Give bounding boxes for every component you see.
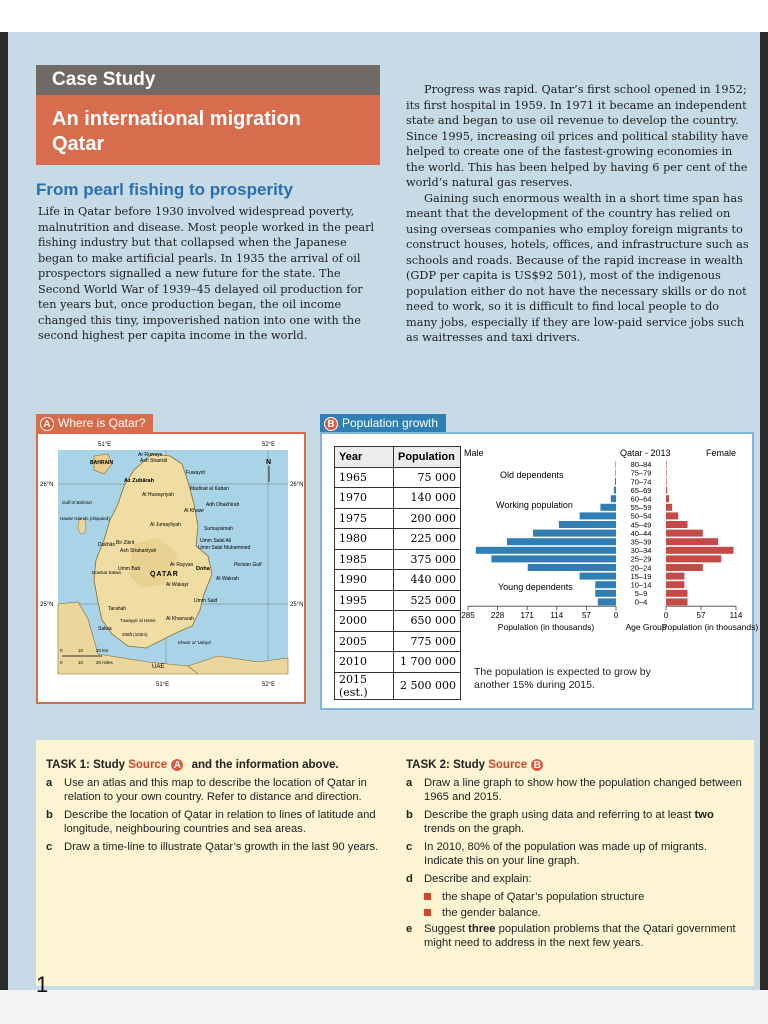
task-1-source-badge: A	[170, 758, 184, 772]
female-bar	[666, 530, 703, 537]
table-cell-population: 525 000	[394, 590, 461, 611]
male-bar	[598, 598, 616, 605]
female-tick-label: 114	[729, 611, 743, 621]
place-hawar: Hawar Islands (disputed)	[60, 516, 110, 521]
task-2-item-e: e Suggest three population problems that the Qatari government might need to address in the next few years.	[406, 923, 736, 949]
place-ar-ruways: Ar Ruways	[138, 452, 163, 458]
female-bar	[666, 547, 734, 554]
male-tick-label: 114	[550, 611, 564, 621]
north-arrow: N	[266, 459, 272, 466]
table-cell-population: 440 000	[394, 570, 461, 591]
svg-text:20 km: 20 km	[96, 648, 109, 653]
task-2-item-d: d Describe and explain:	[406, 873, 532, 885]
place-fuwayrit: Fuwayrit	[186, 470, 205, 476]
bottom-margin	[0, 990, 768, 1024]
tasks-panel	[36, 740, 754, 986]
group-young-dependents: Young dependents	[498, 582, 573, 592]
male-bar	[476, 547, 616, 554]
page-number: 1	[36, 972, 49, 997]
task-2-bullet-2: the gender balance.	[406, 906, 746, 920]
table-row	[335, 652, 461, 673]
age-group-label: 25–29	[630, 554, 652, 564]
table-cell-year: 1980	[335, 529, 394, 550]
place-al-kharrarah: Al Kharrarah	[166, 616, 195, 622]
female-bar	[666, 504, 672, 511]
female-bar	[666, 598, 687, 605]
qatar-map	[36, 432, 306, 704]
lon-51: 51°E	[98, 442, 112, 448]
female-bar	[666, 469, 667, 476]
map-svg	[38, 434, 304, 702]
female-bar	[666, 521, 687, 528]
table-cell-year: 1990	[335, 570, 394, 591]
place-dukhan: Dukhān	[98, 542, 116, 548]
pyramid-male-label: Male	[464, 448, 484, 458]
male-bar	[559, 521, 616, 528]
task-1-item-c: c Draw a time-line to illustrate Qatar’s growth in the last 90 years.	[46, 841, 379, 853]
place-ash-shahaniyah: Ash Shahaniyah	[120, 548, 157, 554]
table-cell-year: 2005	[335, 631, 394, 652]
table-cell-population: 140 000	[394, 488, 461, 509]
table-row	[335, 508, 461, 529]
svg-text:0: 0	[60, 648, 63, 653]
task-2-heading: TASK 2: Study Source B	[406, 758, 746, 772]
lon-52-bottom: 52°E	[262, 682, 276, 688]
place-al-khawr: Al Khawr	[184, 508, 205, 514]
pyramid-title: Qatar - 2013	[620, 448, 671, 458]
place-madinat-kaban: Madinat al Kaban	[190, 486, 229, 492]
place-umm-salal-ali: Umm Salal Ali	[200, 538, 232, 544]
table-cell-year: 1995	[335, 590, 394, 611]
task-2	[406, 758, 746, 954]
place-dowhat-salwa: Dowhat Salwa	[92, 570, 121, 575]
lat-26: 26°N	[40, 482, 54, 488]
task-1-item-b: b Describe the location of Qatar in relation to lines of latitude and longitude, neighbouring countries and sea areas.	[46, 809, 376, 835]
place-umm-salal-muhammed: Umm Salal Muhammed	[198, 545, 251, 551]
table-row	[335, 631, 461, 652]
male-bar	[595, 581, 616, 588]
place-al-jumayliyah: Al Jumayliyah	[150, 522, 181, 528]
right-paragraph-2: Gaining such enormous wealth in a short time span has meant that the development of the country has relied on using overseas companies who employ foreign migrants to construct houses, hotels, offices, and infrastructure such as schools and roads. Because of the rapid increase in wealth (GDP per capita is US$92 501), most of the indigenous population either do not have the necessary skills or do not need to work, so it is difficult to find local people to do many jobs, especially if they are low-paid service jobs such as waitresses and taxi drivers.	[406, 191, 749, 344]
female-bar	[666, 590, 687, 597]
table-cell-year: 1970	[335, 488, 394, 509]
female-bar	[666, 538, 718, 545]
place-al-wukayr: Al Wukayr	[166, 582, 189, 588]
table-row	[335, 570, 461, 591]
case-study-title	[52, 107, 301, 157]
table-cell-year: 2000	[335, 611, 394, 632]
place-az-zubarah: Az Zubārah	[124, 478, 154, 484]
table-header-row	[335, 447, 461, 468]
place-ar-rayyan: Ar Rayyan	[170, 562, 194, 568]
age-group-label: 35–39	[630, 537, 652, 547]
population-pyramid	[460, 444, 759, 676]
task-1-item-a: a Use an atlas and this map to describe the location of Qatar in relation to your own country. Refer to distance and direction.	[46, 777, 367, 803]
female-bar	[666, 512, 678, 519]
place-khwor: Khwor al 'Udayd	[178, 640, 211, 645]
place-tuwayyir: Tuwayyir al Hamir	[120, 618, 156, 623]
male-tick-label: 171	[520, 611, 534, 621]
male-tick-label: 0	[613, 611, 619, 621]
xlabel-left: Population (in thousands)	[497, 622, 595, 632]
lat-25-right: 25°N	[290, 602, 304, 608]
place-umm-bab: Umm Bab	[118, 566, 141, 572]
header-year: Year	[335, 447, 394, 468]
right-paragraph-1: Progress was rapid. Qatar’s first school opened in 1952; its first hospital in 1959. In 1971 it became an independent state and began to use oil revenue to develop the country. Since 1995, increasing oil prices and political stability have helped to create one of the fastest-growing economies in the world. This has been helped by having 6 per cent of the world’s natural gas reserves.	[406, 83, 749, 189]
place-uae: UAE	[152, 664, 165, 670]
svg-text:0: 0	[60, 660, 63, 665]
table-row	[335, 590, 461, 611]
place-bahrain: BAHRAIN	[90, 460, 114, 466]
right-column-text	[406, 82, 752, 346]
svg-text:10: 10	[78, 660, 84, 665]
table-cell-year: 1985	[335, 549, 394, 570]
table-cell-year: 1975	[335, 508, 394, 529]
place-height: 338ft (103m)	[122, 632, 148, 637]
age-group-label: 0–4	[634, 597, 648, 607]
male-bar	[614, 487, 616, 494]
group-working-population: Working population	[496, 500, 573, 510]
table-row	[335, 529, 461, 550]
source-b-badge: B	[324, 417, 338, 431]
table-row	[335, 488, 461, 509]
task-2-item-b: b Describe the graph using data and referring to at least two trends on the graph.	[406, 809, 714, 835]
lon-52: 52°E	[262, 442, 276, 448]
header-population: Population	[394, 447, 461, 468]
task-1	[46, 758, 382, 858]
male-bar	[595, 590, 616, 597]
place-adh-dhakhirah: Adh Dhakhīrah	[206, 502, 240, 508]
male-bar	[580, 573, 616, 580]
place-al-huwayriyah: Al Huwayriyah	[142, 492, 174, 498]
age-group-label: 40–44	[630, 528, 652, 538]
population-note: The population is expected to grow by another 15% during 2015.	[474, 666, 651, 691]
lat-25: 25°N	[40, 602, 54, 608]
population-table	[334, 446, 461, 700]
case-study-title-line1: An international migration	[52, 108, 301, 130]
task-2-bullet-1: the shape of Qatar’s population structure	[406, 890, 746, 904]
male-bar	[611, 495, 616, 502]
place-sumaysimah: Sumaysimah	[204, 526, 233, 532]
source-b-title: Population growth	[342, 416, 439, 430]
female-tick-label: 57	[696, 611, 706, 621]
female-bar	[666, 495, 669, 502]
age-group-label: 60–64	[630, 494, 652, 504]
source-a-title: Where is Qatar?	[58, 416, 146, 430]
female-bar	[666, 573, 684, 580]
place-persian-gulf: Persian Gulf	[234, 562, 262, 568]
table-row	[335, 549, 461, 570]
age-group-label: 80–84	[630, 460, 652, 470]
left-paragraph: Life in Qatar before 1930 involved widespread poverty, malnutrition and disease. Most people worked in the pearl fishing industry but that collapsed when the Japanese began to make artificial pearls. In 1935 the arrival of oil prospectors signalled a new future for the state. The Second World War of 1939–45 delayed oil production for ten years but, once production began, the oil income changed this tiny, impoverished nation into one with the second highest per capita income in the world.	[38, 205, 375, 342]
male-bar	[600, 504, 616, 511]
female-tick-label: 0	[663, 611, 669, 621]
table-cell-year: 2010	[335, 652, 394, 673]
svg-text:20 miles: 20 miles	[96, 660, 113, 665]
male-bar	[533, 530, 616, 537]
age-group-label: 15–19	[630, 571, 652, 581]
table-row	[335, 672, 461, 699]
table-cell-population: 375 000	[394, 549, 461, 570]
group-old-dependents: Old dependents	[500, 470, 564, 480]
female-bar	[666, 487, 667, 494]
case-study-title-line2: Qatar	[52, 133, 105, 155]
male-bar	[507, 538, 616, 545]
male-bar	[528, 564, 616, 571]
xlabel-right: Population (in thousands)	[661, 622, 759, 632]
table-cell-population: 650 000	[394, 611, 461, 632]
population-table-body	[335, 467, 461, 699]
table-cell-population: 200 000	[394, 508, 461, 529]
female-bar	[666, 555, 721, 562]
lon-51-bottom: 51°E	[156, 682, 170, 688]
task-2-item-a: a Draw a line graph to show how the population changed between 1965 and 2015.	[406, 777, 742, 803]
table-cell-population: 75 000	[394, 467, 461, 488]
table-row	[335, 611, 461, 632]
top-margin	[0, 0, 768, 32]
place-salwa: Salwa	[98, 626, 112, 632]
female-bar	[666, 478, 667, 485]
place-al-wakrah: Al Wakrah	[216, 576, 239, 582]
place-tarahah: Tarahah	[108, 606, 127, 612]
age-group-label: 70–74	[630, 477, 652, 487]
male-bar	[615, 469, 616, 476]
place-gulf-bahrain: Gulf of Bahrain	[62, 500, 93, 505]
age-group-label: 10–14	[630, 580, 652, 590]
male-tick-label: 57	[581, 611, 591, 621]
male-bar	[491, 555, 616, 562]
task-2-item-c: c In 2010, 80% of the population was made up of migrants. Indicate this on your line graph.	[406, 841, 707, 867]
male-bar	[580, 512, 616, 519]
male-tick-label: 228	[490, 611, 505, 621]
table-row	[335, 467, 461, 488]
svg-text:10: 10	[78, 648, 84, 653]
male-bar	[615, 461, 616, 468]
population-growth-source	[320, 432, 759, 710]
case-study-banner	[36, 65, 380, 165]
age-group-label: 20–24	[630, 563, 652, 573]
table-cell-year: 2015 (est.)	[335, 672, 394, 699]
case-study-label: Case Study	[36, 65, 380, 95]
section-heading: From pearl fishing to prosperity	[36, 180, 293, 199]
place-doha: Doha	[196, 566, 210, 572]
age-group-label: 55–59	[630, 503, 652, 513]
age-group-label: 75–79	[630, 468, 652, 478]
age-group-label: 65–69	[630, 485, 652, 495]
age-group-label: 5–9	[634, 589, 648, 599]
place-ash-shamal: Ash Shamāl	[140, 458, 167, 464]
table-cell-population: 2 500 000	[394, 672, 461, 699]
female-bar	[666, 564, 703, 571]
age-group-label: 45–49	[630, 520, 652, 530]
pyramid-female-label: Female	[706, 448, 737, 458]
table-cell-population: 1 700 000	[394, 652, 461, 673]
source-a-badge: A	[40, 417, 54, 431]
place-umm-said: Umm Said	[194, 598, 218, 604]
lat-26-right: 26°N	[290, 482, 304, 488]
source-a-label	[36, 414, 153, 432]
place-qatar: QATAR	[150, 571, 179, 578]
task-1-heading: TASK 1: Study Source A and the information above.	[46, 759, 339, 771]
table-cell-year: 1965	[335, 467, 394, 488]
table-cell-population: 775 000	[394, 631, 461, 652]
age-group-label: 30–34	[630, 546, 652, 556]
table-cell-population: 225 000	[394, 529, 461, 550]
male-tick-label: 285	[461, 611, 475, 621]
task-2-source-badge: B	[530, 758, 544, 772]
xlabel-center: Age Group	[625, 622, 667, 632]
female-bar	[666, 461, 667, 468]
place-bir-zikrit: Bir Zikrit	[116, 540, 135, 546]
female-bar	[666, 581, 684, 588]
source-b-label	[320, 414, 446, 432]
age-group-label: 50–54	[630, 511, 652, 521]
male-bar	[615, 478, 616, 485]
textbook-page	[8, 32, 760, 990]
